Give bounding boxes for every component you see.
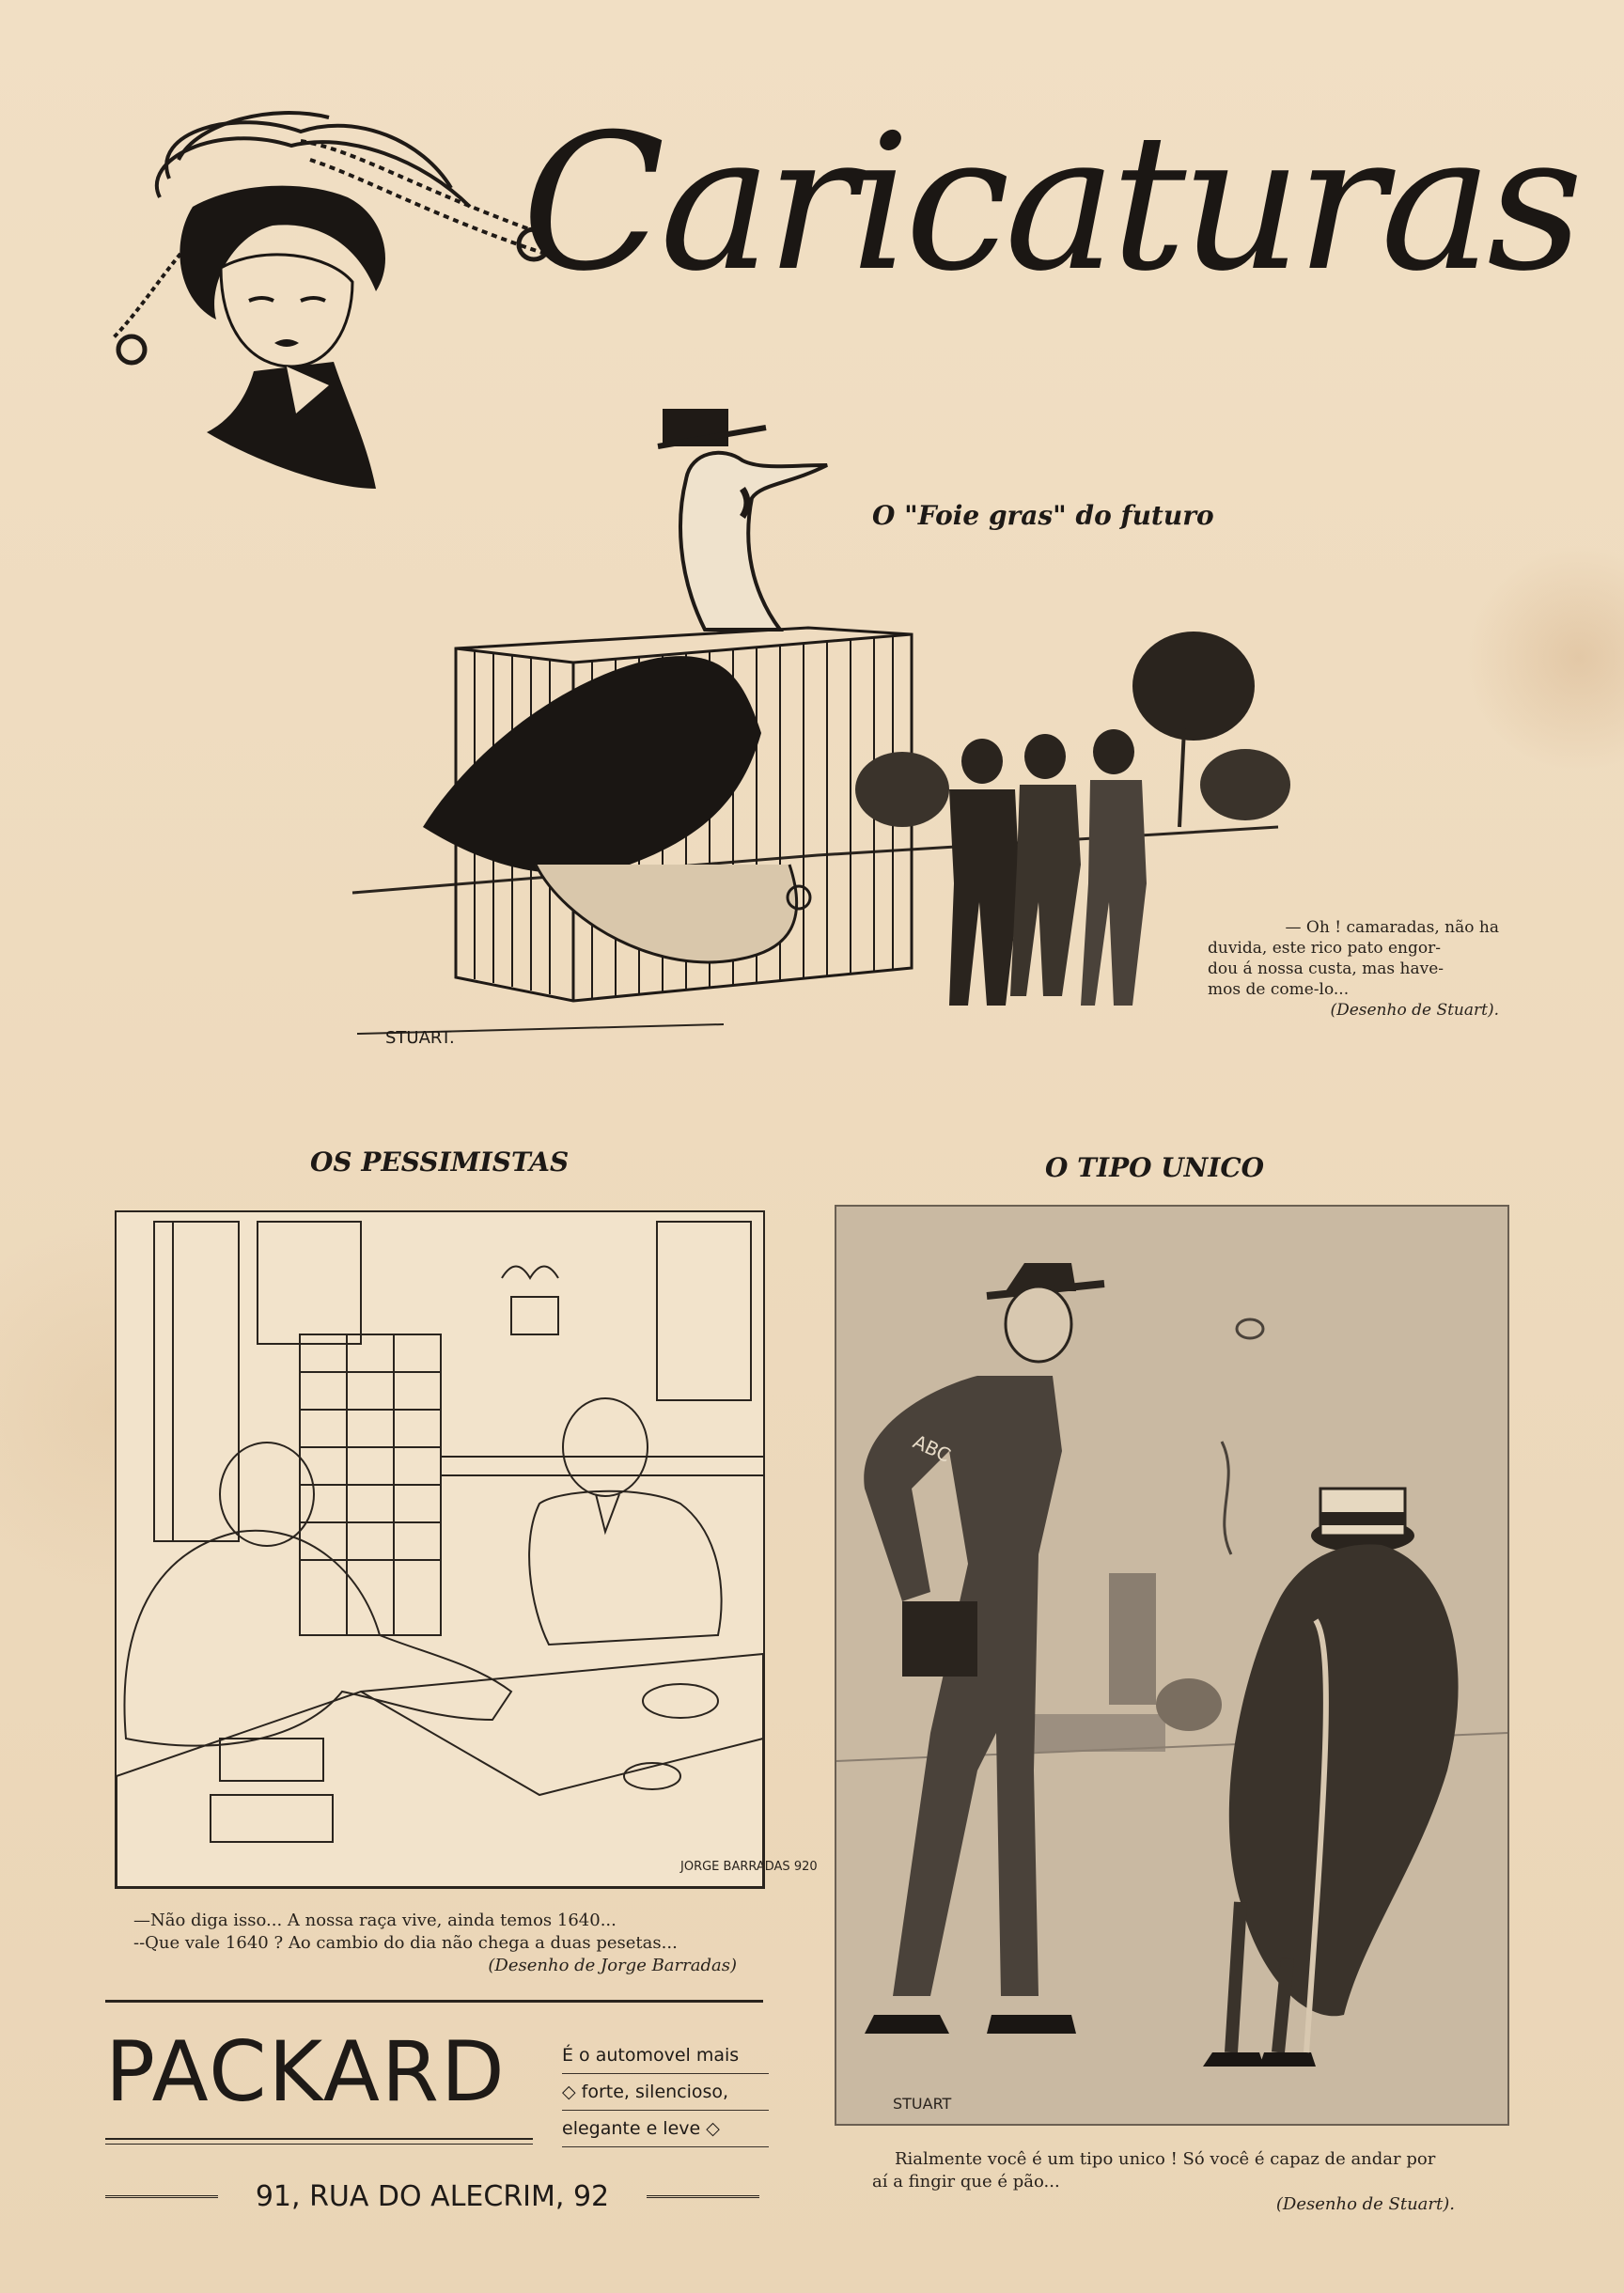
cartoon-top-caption-line: duvida, este rico pato engor- [1208,939,1441,958]
cartoon-left-credit: (Desenho de Jorge Barradas) [488,1956,737,1975]
foie-gras-cartoon-illustration [348,395,1306,1053]
cartoon-top-caption-line: mos de come-lo... [1208,980,1350,999]
cartoon-left-title: OS PESSIMISTAS [310,1146,570,1178]
pessimistas-panel [115,1210,818,1889]
advert-slogan-line: ◇ forte, silencioso, [562,2074,769,2111]
masthead-title: Caricaturas [522,94,1578,313]
advert-slogan-line: elegante e leve ◇ [562,2111,769,2147]
advert-address-rule-right [647,2195,759,2198]
cartoon-top-signature: STUART. [385,1028,455,1048]
advert-address: 91, RUA DO ALECRIM, 92 [255,2180,610,2213]
cartoon-top-credit: (Desenho de Stuart). [1330,1001,1499,1020]
cartoon-right-title: O TIPO UNICO [1045,1152,1265,1183]
cartoon-right-credit: (Desenho de Stuart). [1275,2194,1455,2214]
advert-slogan-line: É o automovel mais [562,2037,769,2074]
tipo-unico-panel [835,1205,1509,2126]
advert-rule [105,2144,533,2145]
advert-slogan [562,2037,769,2147]
cartoon-right-caption [872,2148,1511,2216]
advert-address-rule-left [105,2195,218,2198]
cartoon-top-caption-line: — Oh ! camaradas, não ha [1285,918,1499,937]
armband-text: ABC [909,1429,955,1467]
cartoon-left-signature: JORGE BARRADAS 920 [680,1860,818,1874]
cartoon-top-caption [1208,917,1499,1021]
cartoon-top-caption-line: dou á nossa custa, mas have- [1208,959,1444,978]
cartoon-right-caption-line: Rialmente você é um tipo unico ! Só você é capaz de andar por [895,2149,1436,2169]
section-divider [105,2000,763,2003]
pessimistas-illustration [117,1212,818,1887]
tipo-unico-illustration [836,1207,1507,2124]
cartoon-left-caption [133,1910,754,1977]
cartoon-left-caption-line: —Não diga isso... A nossa raça vive, ainda temos 1640... [133,1911,617,1930]
advert-brand: PACKARD [105,2023,507,2120]
cartoon-top-title: O "Foie gras" do futuro [872,500,1214,531]
cartoon-left-caption-line: --Que vale 1640 ? Ao cambio do dia não chega a duas pesetas... [133,1933,678,1953]
cartoon-right-signature: STUART [893,2095,952,2113]
advert-rule [105,2138,533,2140]
cartoon-right-caption-line: aí a fingir que é pão... [872,2172,1060,2192]
